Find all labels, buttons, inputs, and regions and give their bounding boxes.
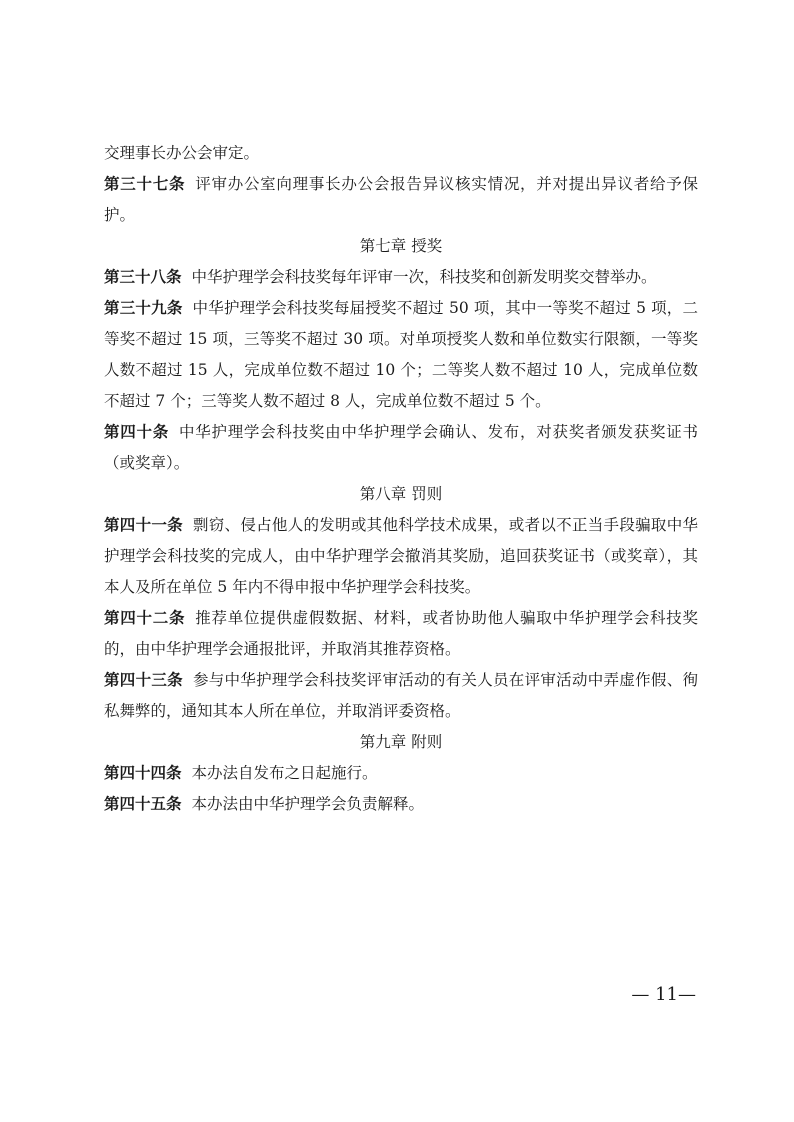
article-text: 中华护理学会科技奖每年评审一次，科技奖和创新发明奖交替举办。 [191, 268, 657, 286]
article-39 [104, 293, 698, 417]
article-label: 第三十七条 [104, 175, 186, 193]
article-label: 第四十二条 [104, 609, 186, 627]
article-text: 参与中华护理学会科技奖评审活动的有关人员在评审活动中弄虚作假、徇私舞弊的，通知其本人所在单位，并取消评委资格。 [104, 671, 698, 720]
article-label: 第四十四条 [104, 764, 182, 782]
article-text: 本办法由中华护理学会负责解释。 [191, 795, 425, 813]
article-40 [104, 417, 698, 479]
article-text: 推荐单位提供虚假数据、材料，或者协助他人骗取中华护理学会科技奖的，由中华护理学会通报批评，并取消其推荐资格。 [104, 609, 698, 658]
article-text: 评审办公室向理事长办公会报告异议核实情况，并对提出异议者给予保护。 [104, 175, 698, 224]
article-text: 中华护理学会科技奖由中华护理学会确认、发布，对获奖者颁发获奖证书（或奖章）。 [104, 423, 698, 472]
article-44 [104, 758, 698, 789]
article-38 [104, 262, 698, 293]
article-label: 第三十八条 [104, 268, 182, 286]
article-41 [104, 510, 698, 603]
continued-paragraph: 交理事长办公会审定。 [104, 144, 260, 162]
chapter-heading-7: 第七章 授奖 [359, 237, 443, 255]
page-number: — 11— [631, 984, 696, 1005]
article-45 [104, 789, 698, 820]
document-body [104, 138, 698, 820]
article-label: 第四十三条 [104, 671, 183, 689]
article-43 [104, 665, 698, 727]
article-42 [104, 603, 698, 665]
article-label: 第三十九条 [104, 299, 183, 317]
chapter-heading-9: 第九章 附则 [359, 733, 443, 751]
article-label: 第四十条 [104, 423, 169, 441]
article-text: 本办法自发布之日起施行。 [191, 764, 378, 782]
article-text: 中华护理学会科技奖每届授奖不超过 50 项，其中一等奖不超过 5 项，二等奖不超过 15 项，三等奖不超过 30 项。对单项授奖人数和单位数实行限额，一等奖人数不超过 15 人，完成单位数不超过 10 个；二等奖人数不超过 10 人，完成单位数不超过 7 个；三等奖人数不超过 8 人，完成单位数不超过 5 个。 [104, 299, 698, 410]
chapter-heading-8: 第八章 罚则 [359, 485, 443, 503]
article-label: 第四十一条 [104, 516, 183, 534]
article-text: 剽窃、侵占他人的发明或其他科学技术成果，或者以不正当手段骗取中华护理学会科技奖的完成人，由中华护理学会撤消其奖励，追回获奖证书（或奖章），其本人及所在单位 5 年内不得申报中华护理学会科技奖。 [104, 516, 698, 596]
article-37 [104, 169, 698, 231]
article-label: 第四十五条 [104, 795, 182, 813]
